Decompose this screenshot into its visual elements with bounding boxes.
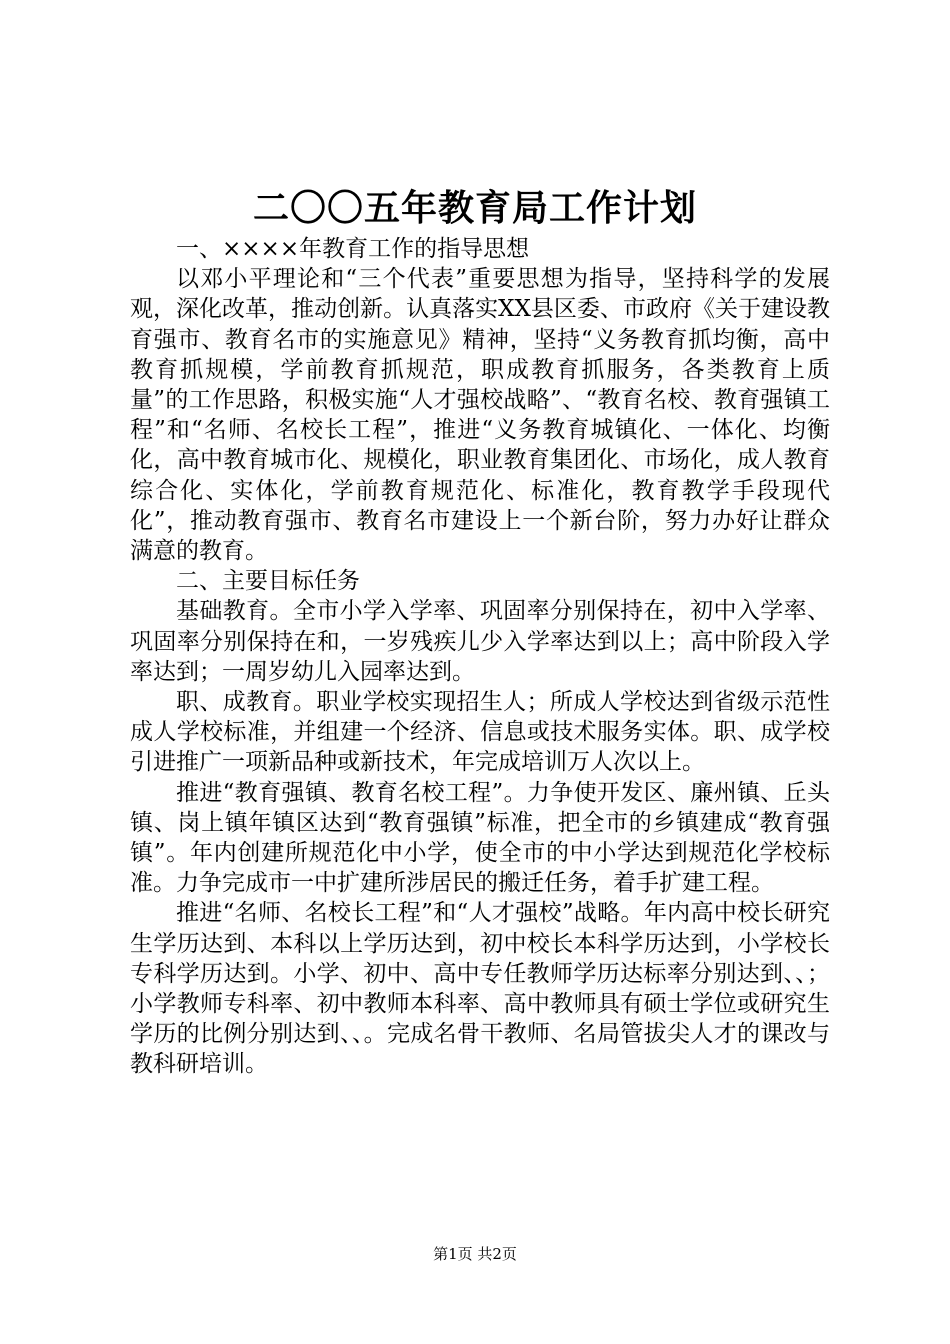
paragraph-vocational-education: 职、成教育。职业学校实现招生人；所成人学校达到省级示范性成人学校标准，并组建一个经济、信息或技术服务实体。职、成学校引进推广一项新品种或新技术，年完成培训万人次以上。 — [130, 689, 830, 776]
paragraph-famous-teachers: 推进“名师、名校长工程”和“人才强校”战略。年内高中校长研究生学历达到、本科以上学历达到，初中校长本科学历达到，小学校长专科学历达到。小学、初中、高中专任教师学历达标率分别达到、、；小学教师专科率、初中教师本科率、高中教师具有硕士学位或研究生学历的比例分别达到、、。完成名骨干教师、名局管拔尖人才的课改与教科研培训。 — [130, 900, 830, 1078]
paragraph-strong-towns: 推进“教育强镇、教育名校工程”。力争使开发区、廉州镇、丘头镇、岗上镇年镇区达到“教育强镇”标准，把全市的乡镇建成“教育强镇”。年内创建所规范化中小学，使全市的中小学达到规范化学校标准。力争完成市一中扩建所涉居民的搬迁任务，着手扩建工程。 — [130, 779, 830, 897]
page-footer: 第1页 共2页 — [433, 1245, 517, 1263]
paragraph-basic-education: 基础教育。全市小学入学率、巩固率分别保持在，初中入学率、巩固率分别保持在和，一岁残疾儿少入学率达到以上；高中阶段入学率达到；一周岁幼儿入园率达到。 — [130, 598, 830, 685]
paragraph-guiding-thought: 以邓小平理论和“三个代表”重要思想为指导，坚持科学的发展观，深化改革，推动创新。认真落实XX县区委、市政府《关于建设教育强市、教育名市的实施意见》精神，坚持“义务教育抓均衡，高中教育抓规模，学前教育抓规范，职成教育抓服务，各类教育上质量”的工作思路，积极实施“人才强校战略”、“教育名校、教育强镇工程”和“名师、名校长工程”，推进“义务教育城镇化、一体化、均衡化，高中教育城市化、规模化，职业教育集团化、市场化，成人教育综合化、实体化，学前教育规范化、标准化，教育教学手段现代化”，推动教育强市、教育名市建设上一个新台阶，努力办好让群众满意的教育。 — [130, 266, 830, 565]
section-heading-main-goals: 二、主要目标任务 — [176, 568, 360, 595]
document-title: 二〇〇五年教育局工作计划 — [252, 187, 697, 229]
section-heading-guiding-thought: 一、××××年教育工作的指导思想 — [176, 236, 530, 262]
document-body — [130, 234, 830, 1080]
